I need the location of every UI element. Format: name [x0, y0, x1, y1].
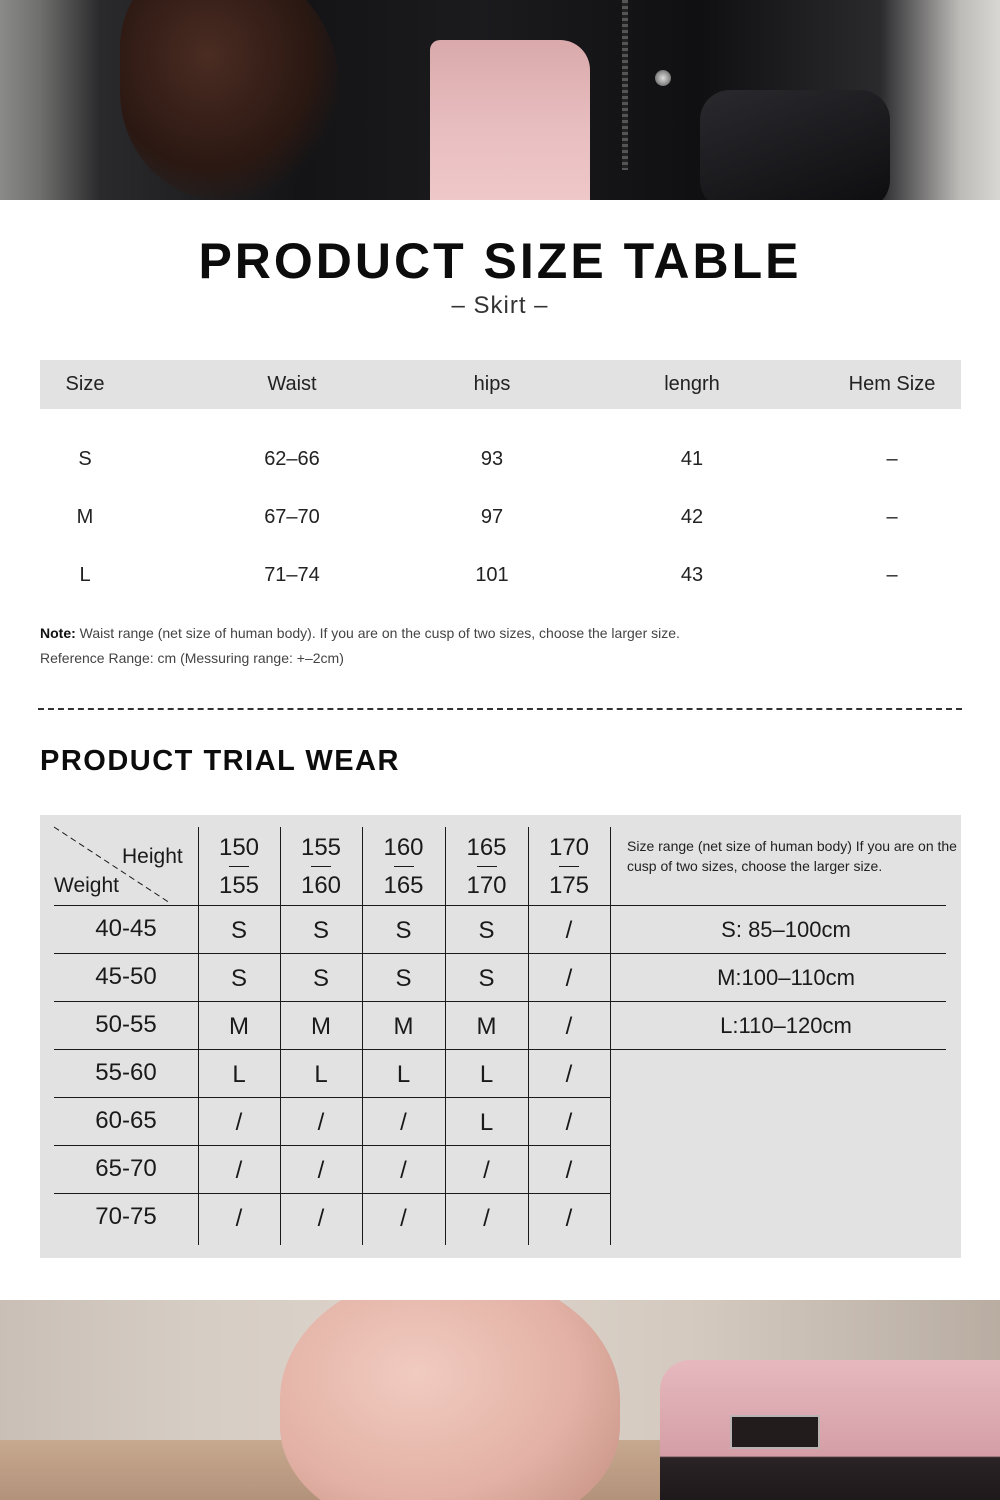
- weight-range-label: 45-50: [95, 963, 157, 990]
- size-table-subtitle: – Skirt –: [451, 292, 549, 319]
- row-divider: [54, 905, 946, 906]
- size-cell: –: [886, 506, 898, 528]
- recommended-size-cell: L: [232, 1061, 246, 1088]
- size-table-title: PRODUCT SIZE TABLE: [198, 233, 802, 289]
- weight-range-label: 65-70: [95, 1155, 157, 1182]
- recommended-size-cell: /: [400, 1109, 407, 1136]
- height-range-header: 160 165: [383, 834, 424, 899]
- size-cell: 71–74: [264, 564, 320, 586]
- recommended-size-cell: S: [478, 965, 495, 992]
- recommended-size-cell: /: [565, 1013, 573, 1040]
- recommended-size-cell: L: [479, 1061, 494, 1088]
- recommended-size-cell: /: [565, 917, 573, 944]
- recommended-size-cell: /: [565, 965, 573, 992]
- row-divider: [54, 953, 946, 954]
- recommended-size-cell: L: [396, 1061, 411, 1088]
- hip-range-value: L:110–120cm: [720, 1013, 852, 1038]
- size-cell: 62–66: [264, 448, 320, 470]
- weight-range-label: 70-75: [95, 1203, 157, 1230]
- recommended-size-cell: /: [317, 1157, 325, 1184]
- size-cell: M: [76, 506, 94, 528]
- size-header-cell: Waist: [267, 373, 317, 395]
- weight-range-label: 40-45: [95, 915, 157, 942]
- recommended-size-cell: /: [235, 1205, 243, 1232]
- recommended-size-cell: S: [312, 917, 329, 944]
- recommended-size-cell: M: [393, 1013, 414, 1040]
- trial-wear-title: PRODUCT TRIAL WEAR: [40, 745, 400, 777]
- recommended-size-cell: L: [479, 1109, 494, 1136]
- recommended-size-cell: /: [400, 1157, 407, 1184]
- row-divider: [54, 1193, 610, 1194]
- weight-corner-label: Weight: [54, 874, 119, 897]
- row-divider: [54, 1001, 946, 1002]
- recommended-size-cell: /: [565, 1109, 573, 1136]
- recommended-size-cell: S: [395, 917, 412, 944]
- weight-range-label: 55-60: [95, 1059, 157, 1086]
- size-cell: 41: [680, 448, 704, 470]
- height-range-header: 155 160: [300, 834, 342, 899]
- recommended-size-cell: L: [314, 1061, 328, 1088]
- model-jacket-photo: [0, 0, 1000, 200]
- recommended-size-cell: S: [230, 917, 247, 944]
- height-range-header: 165 170: [466, 834, 507, 899]
- recommended-size-cell: /: [565, 1157, 573, 1184]
- size-header-cell: Hem Size: [848, 373, 936, 395]
- recommended-size-cell: /: [317, 1109, 325, 1136]
- recommended-size-cell: M: [229, 1013, 249, 1040]
- recommended-size-cell: /: [235, 1157, 243, 1184]
- recommended-size-cell: /: [400, 1205, 407, 1232]
- height-corner-label: Height: [122, 845, 183, 868]
- size-header-cell: hips: [473, 373, 511, 395]
- recommended-size-cell: /: [565, 1205, 573, 1232]
- recommended-size-cell: /: [483, 1205, 490, 1232]
- row-divider: [54, 1049, 946, 1050]
- size-cell: 93: [480, 448, 504, 470]
- recommended-size-cell: M: [311, 1013, 331, 1040]
- hip-range-value: M:100–110cm: [717, 965, 855, 990]
- model-boots-photo: [0, 1300, 1000, 1500]
- size-cell: 67–70: [264, 506, 320, 528]
- reference-range-note: Reference Range: cm (Messuring range: +–2cm): [40, 650, 344, 666]
- recommended-size-cell: /: [317, 1205, 325, 1232]
- recommended-size-cell: M: [476, 1013, 497, 1040]
- size-cell: –: [886, 564, 898, 586]
- size-header-cell: lengrh: [664, 373, 720, 395]
- size-header-cell: Size: [65, 373, 105, 395]
- hip-range-value: S: 85–100cm: [721, 917, 851, 942]
- recommended-size-cell: /: [565, 1061, 573, 1088]
- weight-range-label: 60-65: [95, 1107, 157, 1134]
- size-cell: L: [79, 564, 91, 586]
- row-divider: [54, 1097, 610, 1098]
- height-range-header: 150 155: [218, 834, 260, 899]
- recommended-size-cell: S: [395, 965, 412, 992]
- recommended-size-cell: S: [312, 965, 329, 992]
- size-cell: S: [78, 448, 92, 470]
- size-cell: 101: [475, 564, 509, 586]
- section-divider: [38, 708, 962, 710]
- size-note: Note: Waist range (net size of human body). If you are on the cusp of two sizes, choose the larger size.: [40, 625, 680, 641]
- recommended-size-cell: /: [483, 1157, 490, 1184]
- recommended-size-cell: S: [230, 965, 247, 992]
- size-cell: 43: [680, 564, 704, 586]
- recommended-size-cell: /: [235, 1109, 243, 1136]
- size-range-note: Size range (net size of human body) If you are on the cusp of two sizes, choose the larger size.: [627, 838, 957, 874]
- trial-wear-table: [40, 815, 961, 1258]
- size-cell: 42: [680, 506, 704, 528]
- weight-range-label: 50-55: [95, 1011, 157, 1038]
- height-range-header: 170 175: [548, 834, 590, 899]
- row-divider: [54, 1145, 610, 1146]
- size-cell: –: [886, 448, 898, 470]
- recommended-size-cell: S: [478, 917, 495, 944]
- size-cell: 97: [480, 506, 504, 528]
